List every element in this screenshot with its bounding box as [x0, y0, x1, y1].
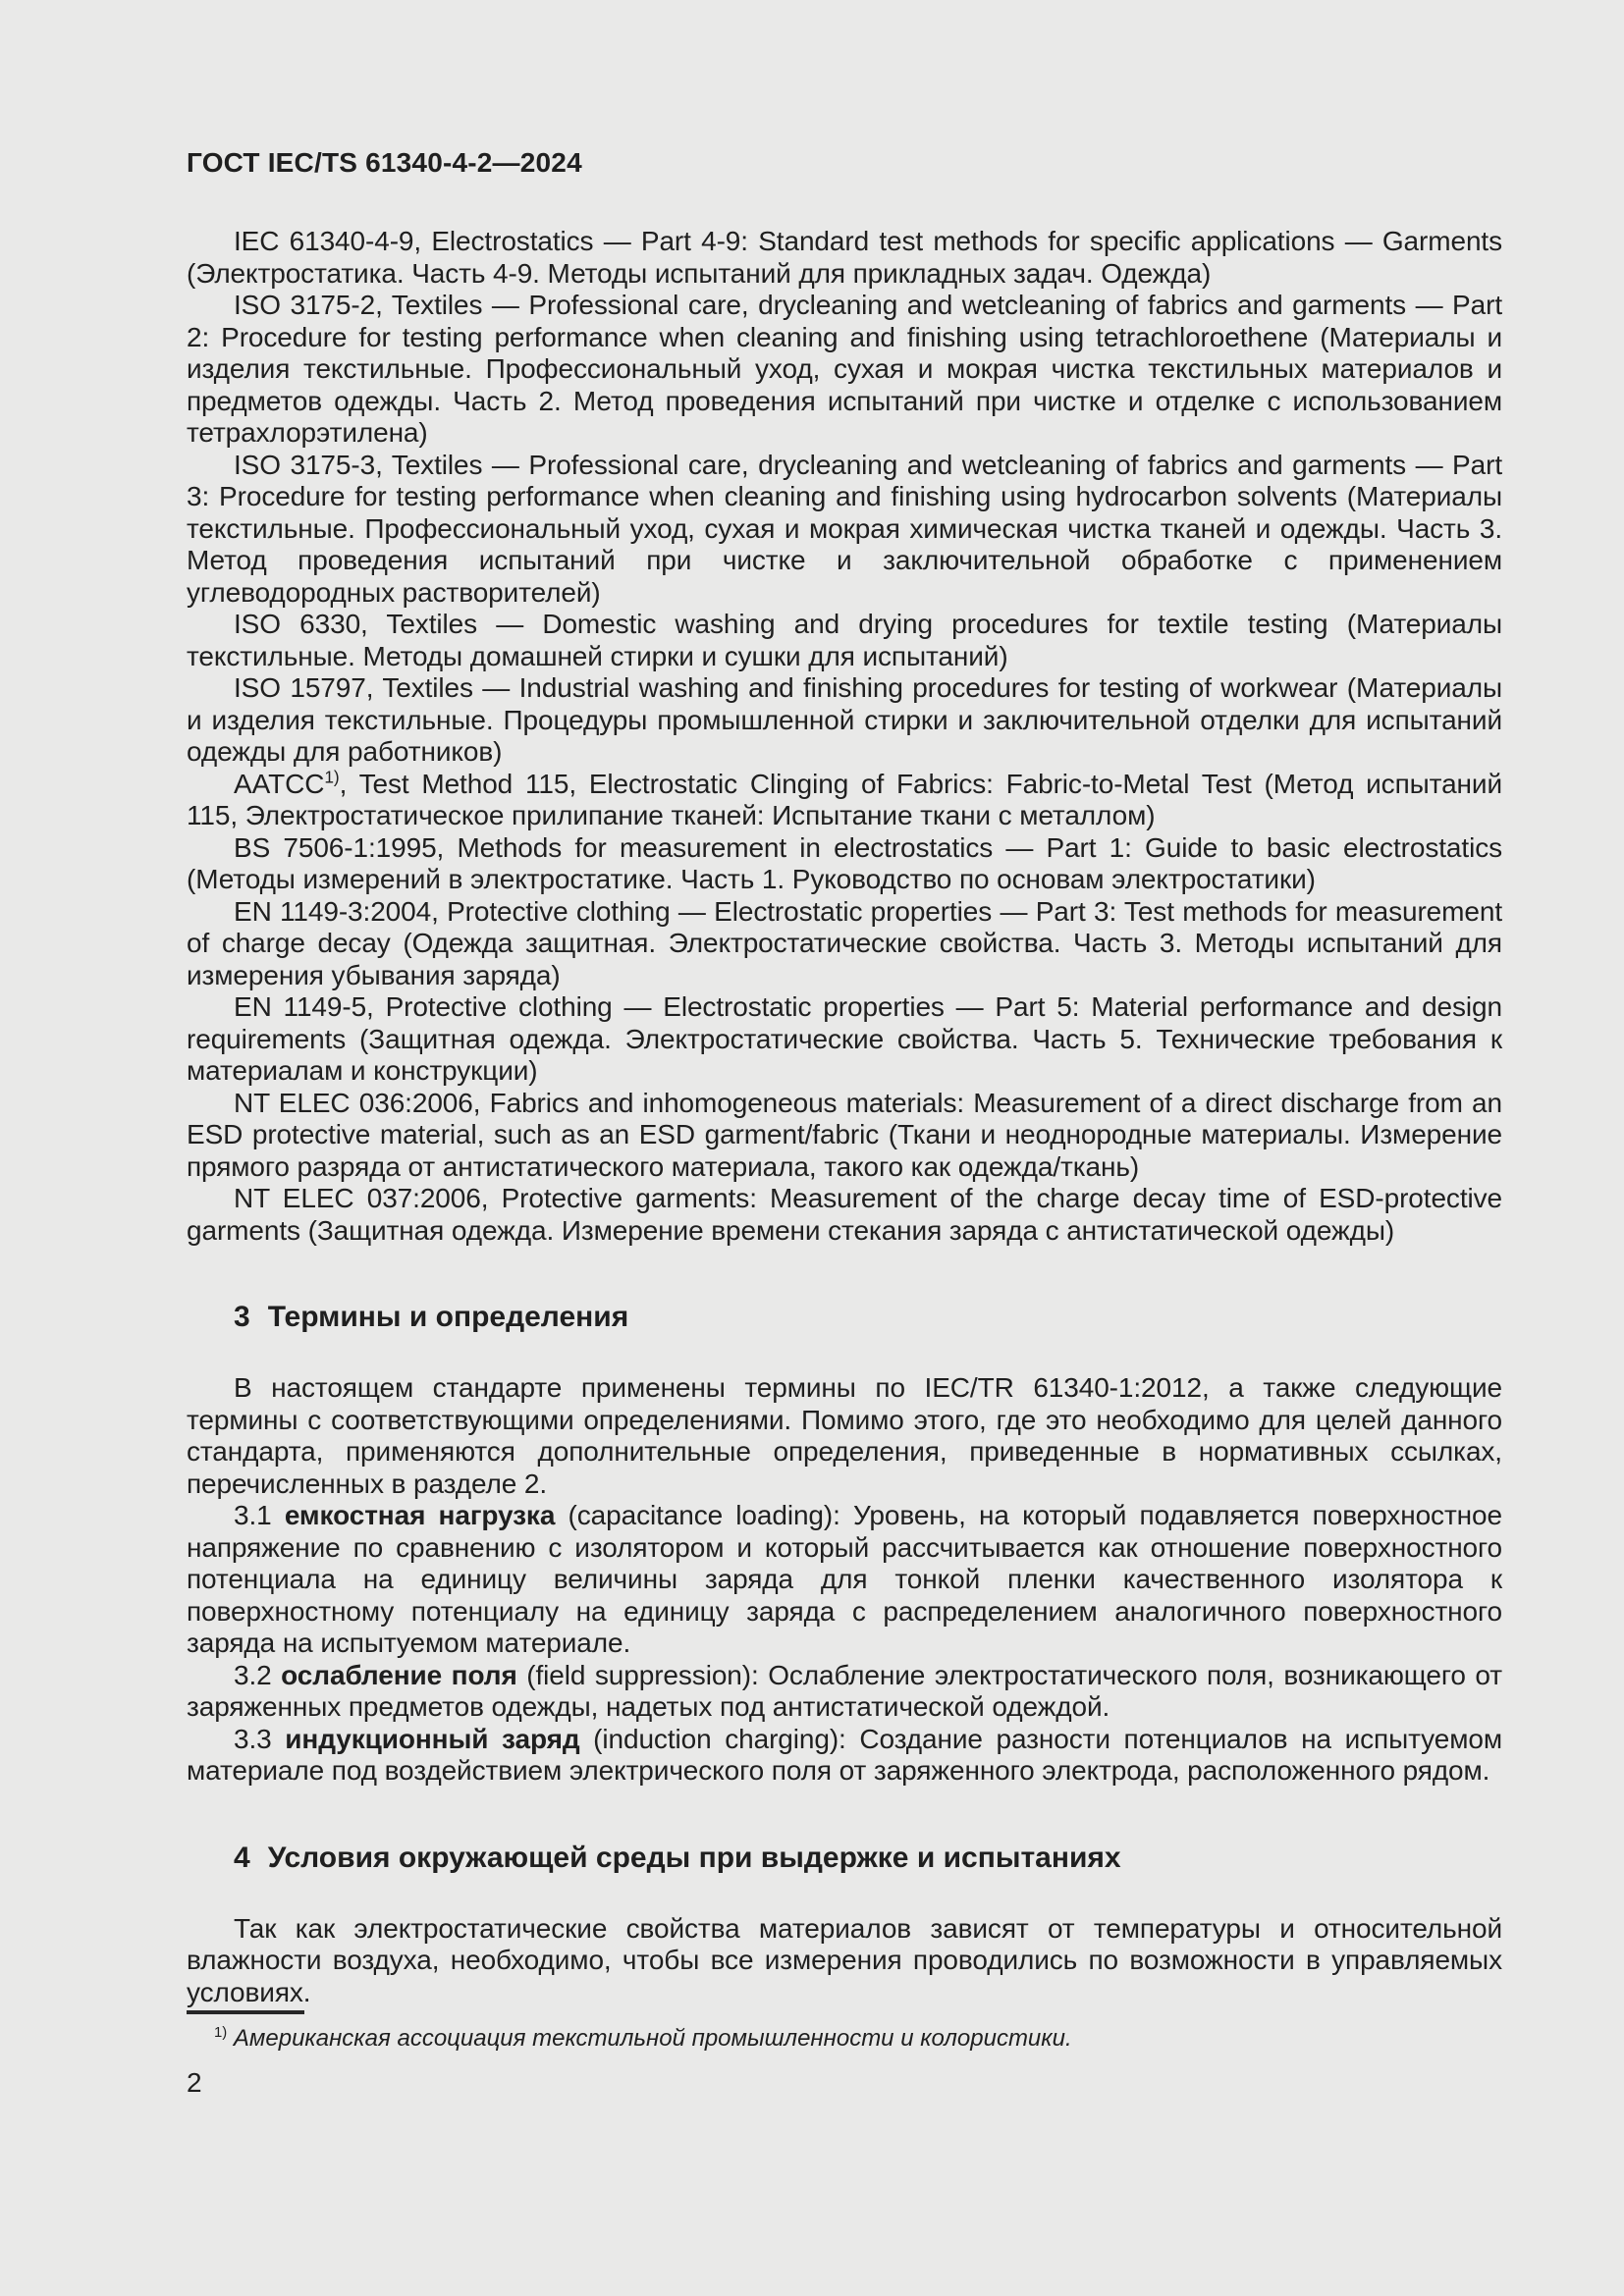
footnote-reference-mark: 1): [324, 767, 340, 787]
term-number: 3.2: [234, 1659, 272, 1690]
term-body: (capacitance loading): Уровень, на который подавляется поверхностное напряжение по сравнению с изолятором и который рассчитывается как отношение поверхностного потенциала на единицу величины заряда для тонкой пленки качественного изолятора к поверхностному потенциалу на единицу заряда с распределением аналогичного поверхностного заряда на испытуемом материале.: [187, 1500, 1502, 1658]
term-number: 3.1: [234, 1500, 272, 1530]
reference-item: ISO 15797, Textiles — Industrial washing and finishing procedures for testing of workwear (Материалы и изделия текстильные. Процедуры промышленной стирки и заключительной отделки для испытаний одежды для работников): [187, 672, 1502, 767]
page-number: 2: [187, 2067, 202, 2098]
term-definition: [187, 1724, 1502, 1788]
section-title: Условия окружающей среды при выдержке и испытаниях: [267, 1841, 1121, 1874]
reference-prefix: AATCC: [234, 768, 325, 799]
footnote-text: Американская ассоциация текстильной промышленности и колористики.: [233, 2025, 1072, 2052]
term-name: емкостная нагрузка: [284, 1500, 556, 1530]
reference-item: ISO 3175-2, Textiles — Professional care, drycleaning and wetcleaning of fabrics and garments — Part 2: Procedure for testing performance when cleaning and finishing using tetrachloroethene (Материалы и изделия текстильные. Профессиональный уход, сухая и мокрая чистка текстильных материалов и предметов одежды. Часть 2. Метод проведения испытаний при чистке и отделке с использованием тетрахлорэтилена): [187, 290, 1502, 448]
reference-item: NT ELEC 036:2006, Fabrics and inhomogeneous materials: Measurement of a direct discharge from an ESD protective material, such as an ESD garment/fabric (Ткани и неоднородные материалы. Измерение прямого разряда от антистатического материала, такого как одежда/ткань): [187, 1087, 1502, 1182]
reference-item: ISO 6330, Textiles — Domestic washing and drying procedures for textile testing (Материалы текстильные. Методы домашней стирки и сушки для испытаний): [187, 609, 1502, 671]
term-body: (induction charging): Создание разности потенциалов на испытуемом материале под воздействием электрического поля от заряженного электрода, расположенного рядом.: [187, 1723, 1502, 1786]
footnote: [187, 2010, 1502, 2054]
section-3-intro: В настоящем стандарте применены термины по IEC/TR 61340-1:2012, а также следующие термины с соответствующими определениями. Помимо этого, где это необходимо для целей данного стандарта, применяются дополнительные определения, приведенные в нормативных ссылках, перечисленных в разделе 2.: [187, 1372, 1502, 1499]
footnote-marker: 1): [214, 2025, 228, 2041]
section-4-body: Так как электростатические свойства материалов зависят от температуры и относительной влажности воздуха, необходимо, чтобы все измерения проводились по возможности в управляемых условиях.: [187, 1912, 1502, 2007]
reference-item: EN 1149-5, Protective clothing — Electrostatic properties — Part 5: Material performance and design requirements (Защитная одежда. Электростатические свойства. Часть 5. Технические требования к материалам и конструкции): [187, 991, 1502, 1086]
section-3-heading: [187, 1300, 1502, 1335]
term-definition: [187, 1500, 1502, 1660]
reference-item: IEC 61340-4-9, Electrostatics — Part 4-9: Standard test methods for specific applications — Garments (Электростатика. Часть 4-9. Методы испытаний для прикладных задач. Одежда): [187, 226, 1502, 289]
reference-text: , Test Method 115, Electrostatic Clinging of Fabrics: Fabric-to-Metal Test (Метод испытаний 115, Электростатическое прилипание тканей: Испытание ткани с металлом): [187, 768, 1502, 830]
reference-item: NT ELEC 037:2006, Protective garments: Measurement of the charge decay time of ESD-protective garments (Защитная одежда. Измерение времени стекания заряда с антистатической одежды): [187, 1183, 1502, 1246]
section-number: 4: [234, 1841, 250, 1874]
term-definition: [187, 1660, 1502, 1724]
section-title: Термины и определения: [267, 1301, 629, 1333]
term-name: индукционный заряд: [285, 1723, 580, 1754]
term-number: 3.3: [234, 1723, 272, 1754]
reference-item: BS 7506-1:1995, Methods for measurement in electrostatics — Part 1: Guide to basic electrostatics (Методы измерений в электростатике. Часть 1. Руководство по основам электростатики): [187, 831, 1502, 894]
section-4-heading: [187, 1841, 1502, 1876]
running-header: ГОСТ IEC/TS 61340-4-2—2024: [187, 147, 582, 178]
reference-item-aatcc: [187, 769, 1502, 832]
section-number: 3: [234, 1301, 250, 1333]
reference-item: ISO 3175-3, Textiles — Professional care, drycleaning and wetcleaning of fabrics and garments — Part 3: Procedure for testing performance when cleaning and finishing using hydrocarbon solvents (Материалы текстильные. Профессиональный уход, сухая и мокрая химическая чистка тканей и одежды. Часть 3. Метод проведения испытаний при чистке и заключительной обработке с применением углеводородных растворителей): [187, 449, 1502, 608]
footnote-rule: [187, 2010, 304, 2014]
reference-item: EN 1149-3:2004, Protective clothing — Electrostatic properties — Part 3: Test methods for measurement of charge decay (Одежда защитная. Электростатические свойства. Часть 3. Методы испытаний для измерения убывания заряда): [187, 895, 1502, 990]
term-name: ослабление поля: [281, 1659, 517, 1690]
term-body: (field suppression): Ослабление электростатического поля, возникающего от заряженных предметов одежды, надетых под антистатической одеждой.: [187, 1659, 1502, 1722]
document-body: [187, 226, 1502, 2008]
